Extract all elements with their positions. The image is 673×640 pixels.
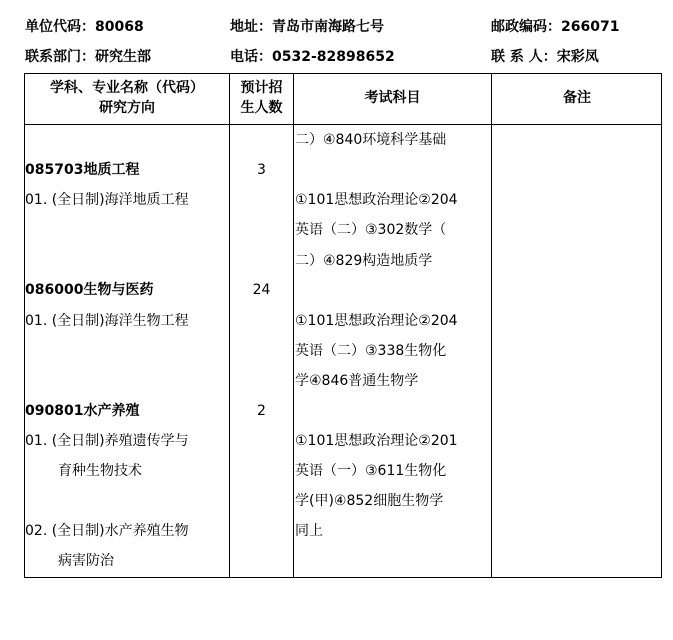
column-divider bbox=[293, 74, 294, 577]
unit-code: 单位代码：80068 bbox=[25, 19, 144, 35]
direction-label: 育种生物技术 bbox=[58, 463, 142, 479]
exam-line: 学(甲)④852细胞生物学 bbox=[295, 493, 444, 509]
contact-department: 联系部门：研究生部 bbox=[25, 49, 151, 65]
header-subject-line2: 研究方向 bbox=[99, 100, 155, 116]
program-name: 085703地质工程 bbox=[25, 162, 140, 178]
exam-line: ①101思想政治理论②201 bbox=[295, 433, 458, 449]
exam-line: 英语（二）③302数学（ bbox=[295, 222, 447, 238]
direction-label: 01. (全日制)海洋地质工程 bbox=[25, 192, 189, 208]
direction-label: 01. (全日制)养殖遗传学与 bbox=[25, 433, 189, 449]
phone: 电话：0532-82898652 bbox=[230, 49, 395, 65]
header-quota-line1: 预计招 bbox=[240, 80, 283, 96]
exam-line: ①101思想政治理论②204 bbox=[295, 313, 458, 329]
program-quota: 2 bbox=[257, 403, 266, 419]
admissions-table bbox=[24, 73, 662, 578]
header-quota bbox=[230, 78, 293, 118]
program-name: 090801水产养殖 bbox=[25, 403, 140, 419]
header-divider bbox=[25, 124, 661, 125]
program-name: 086000生物与医药 bbox=[25, 282, 154, 298]
contact-person: 联 系 人：宋彩凤 bbox=[491, 49, 599, 65]
header-notes: 备注 bbox=[563, 90, 591, 106]
header-quota-line2: 生人数 bbox=[240, 100, 283, 116]
direction-label: 01. (全日制)海洋生物工程 bbox=[25, 313, 189, 329]
header-subject-line1: 学科、专业名称（代码） bbox=[50, 80, 204, 96]
address: 地址：青岛市南海路七号 bbox=[230, 19, 384, 35]
header-subject bbox=[25, 78, 229, 118]
exam-line: 英语（二）③338生物化 bbox=[295, 343, 447, 359]
direction-label: 病害防治 bbox=[58, 553, 114, 569]
header-exam: 考试科目 bbox=[364, 90, 421, 106]
exam-line: 英语（一）③611生物化 bbox=[295, 463, 447, 479]
direction-label: 02. (全日制)水产养殖生物 bbox=[25, 523, 189, 539]
column-divider bbox=[229, 74, 230, 577]
exam-line: 学④846普通生物学 bbox=[295, 373, 419, 389]
exam-line: 二）④829构造地质学 bbox=[295, 253, 433, 269]
program-quota: 3 bbox=[257, 162, 266, 178]
exam-line: ①101思想政治理论②204 bbox=[295, 192, 458, 208]
exam-continuation: 二）④840环境科学基础 bbox=[295, 132, 447, 148]
program-quota: 24 bbox=[252, 282, 271, 298]
column-divider bbox=[491, 74, 492, 577]
exam-line: 同上 bbox=[295, 523, 323, 539]
postal-code: 邮政编码：266071 bbox=[491, 19, 620, 35]
